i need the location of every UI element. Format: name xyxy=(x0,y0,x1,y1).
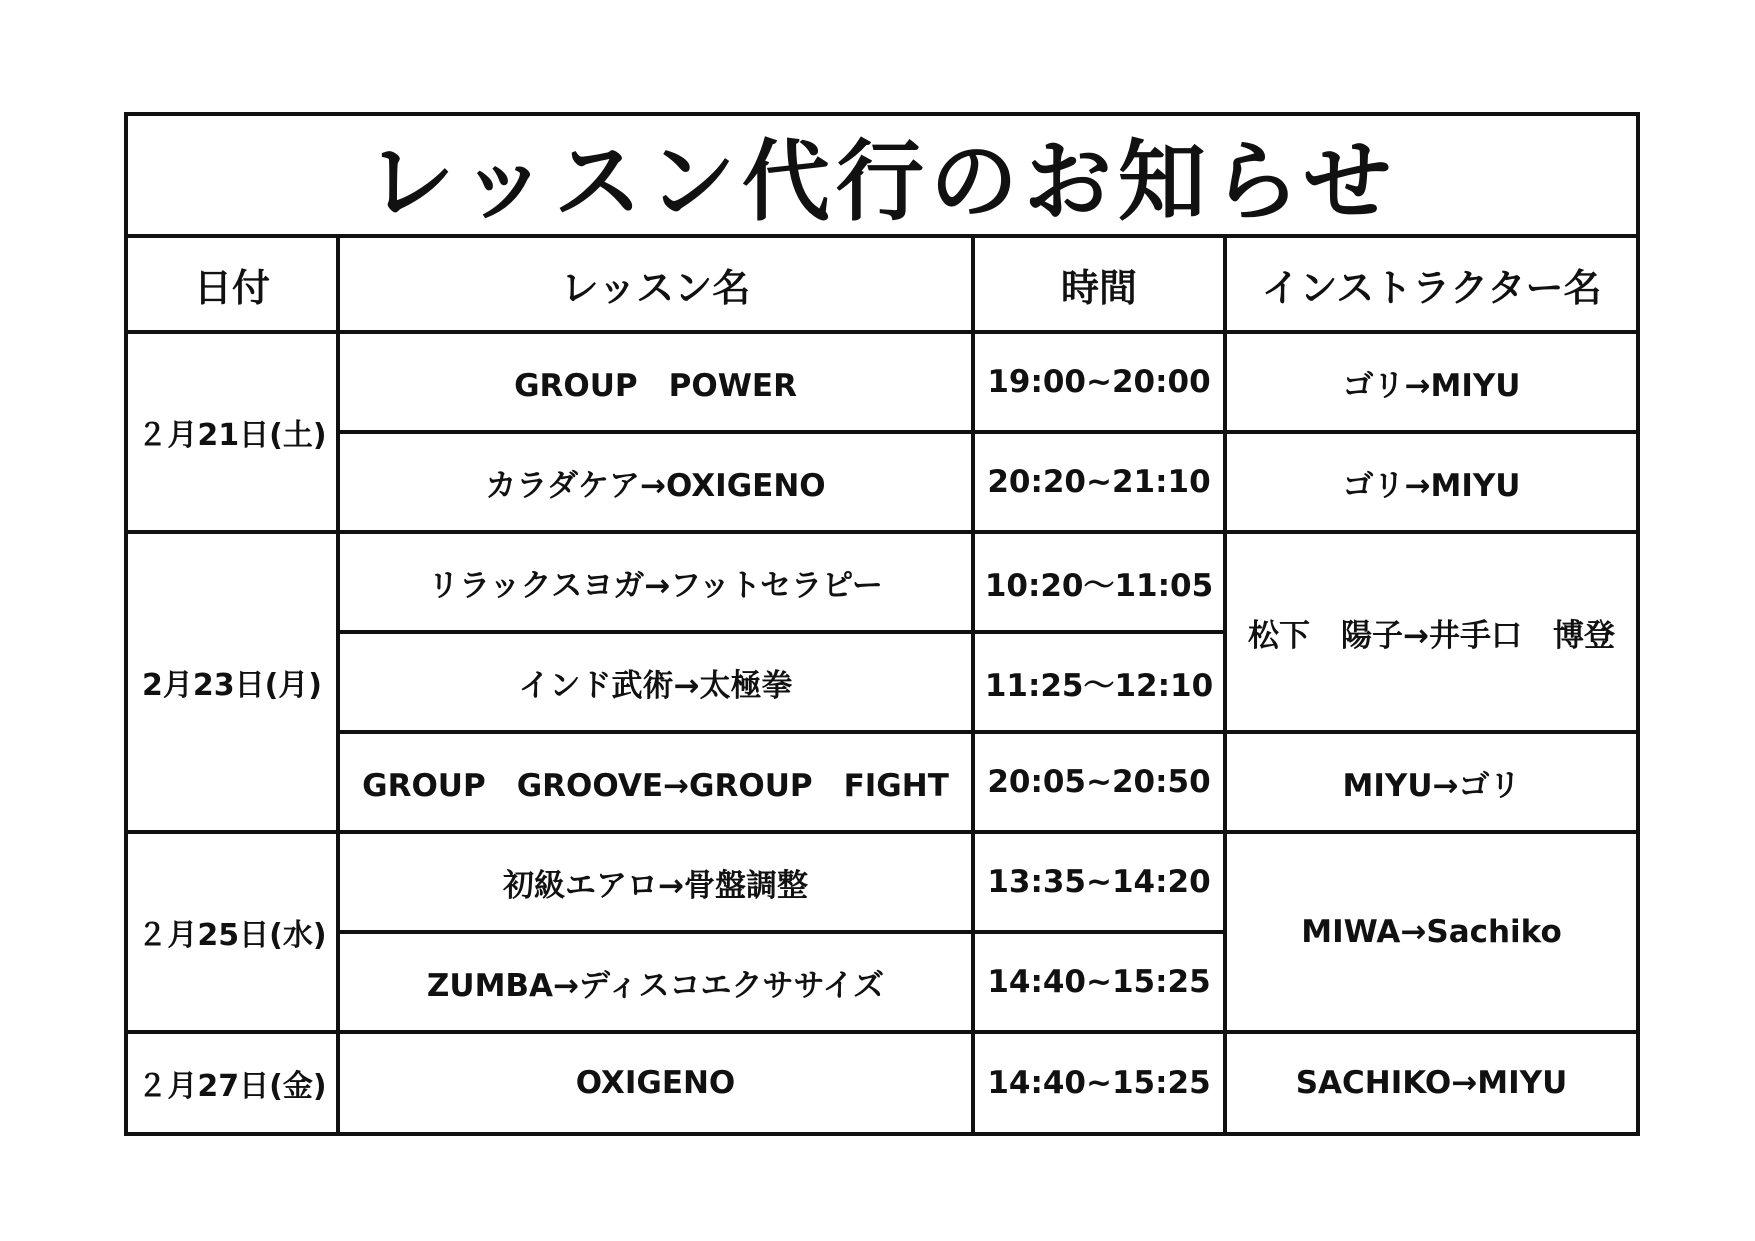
date-cell: ２月27日(金) xyxy=(128,1034,340,1132)
schedule-table xyxy=(128,238,1636,1132)
header-lesson: レッスン名 xyxy=(340,238,975,334)
lesson-cell: ZUMBA→ディスコエクササイズ xyxy=(340,934,975,1034)
instructor-cell: MIWA→Sachiko xyxy=(1227,834,1636,1034)
lesson-notice-sheet xyxy=(124,112,1640,1136)
time-cell: 14:40~15:25 xyxy=(975,934,1227,1034)
page-title: レッスン代行のお知らせ xyxy=(366,130,1398,233)
lesson-cell: OXIGENO xyxy=(340,1034,975,1132)
header-date: 日付 xyxy=(128,238,340,334)
lesson-cell: 初級エアロ→骨盤調整 xyxy=(340,834,975,934)
title-row xyxy=(128,116,1636,238)
date-cell: ２月21日(土) xyxy=(128,334,340,534)
time-cell: 10:20～11:05 xyxy=(975,534,1227,634)
time-cell: 14:40~15:25 xyxy=(975,1034,1227,1132)
date-cell: 2月23日(月) xyxy=(128,534,340,834)
time-cell: 11:25～12:10 xyxy=(975,634,1227,734)
header-time: 時間 xyxy=(975,238,1227,334)
time-cell: 19:00~20:00 xyxy=(975,334,1227,434)
lesson-cell: GROUP POWER xyxy=(340,334,975,434)
time-cell: 13:35~14:20 xyxy=(975,834,1227,934)
instructor-cell: MIYU→ゴリ xyxy=(1227,734,1636,834)
lesson-cell: GROUP GROOVE→GROUP FIGHT xyxy=(340,734,975,834)
instructor-cell: SACHIKO→MIYU xyxy=(1295,1065,1568,1101)
date-cell: ２月25日(水) xyxy=(128,834,340,1034)
instructor-cell: 松下 陽子→井手口 博登 xyxy=(1227,534,1636,734)
header-instructor: インストラクター名 xyxy=(1227,238,1636,334)
instructor-cell: ゴリ→MIYU xyxy=(1227,434,1636,534)
time-cell: 20:05~20:50 xyxy=(975,734,1227,834)
lesson-cell: カラダケア→OXIGENO xyxy=(340,434,975,534)
lesson-cell: リラックスヨガ→フットセラピー xyxy=(340,534,975,634)
time-cell: 20:20~21:10 xyxy=(975,434,1227,534)
lesson-cell: インド武術→太極拳 xyxy=(340,634,975,734)
instructor-cell: ゴリ→MIYU xyxy=(1227,334,1636,434)
